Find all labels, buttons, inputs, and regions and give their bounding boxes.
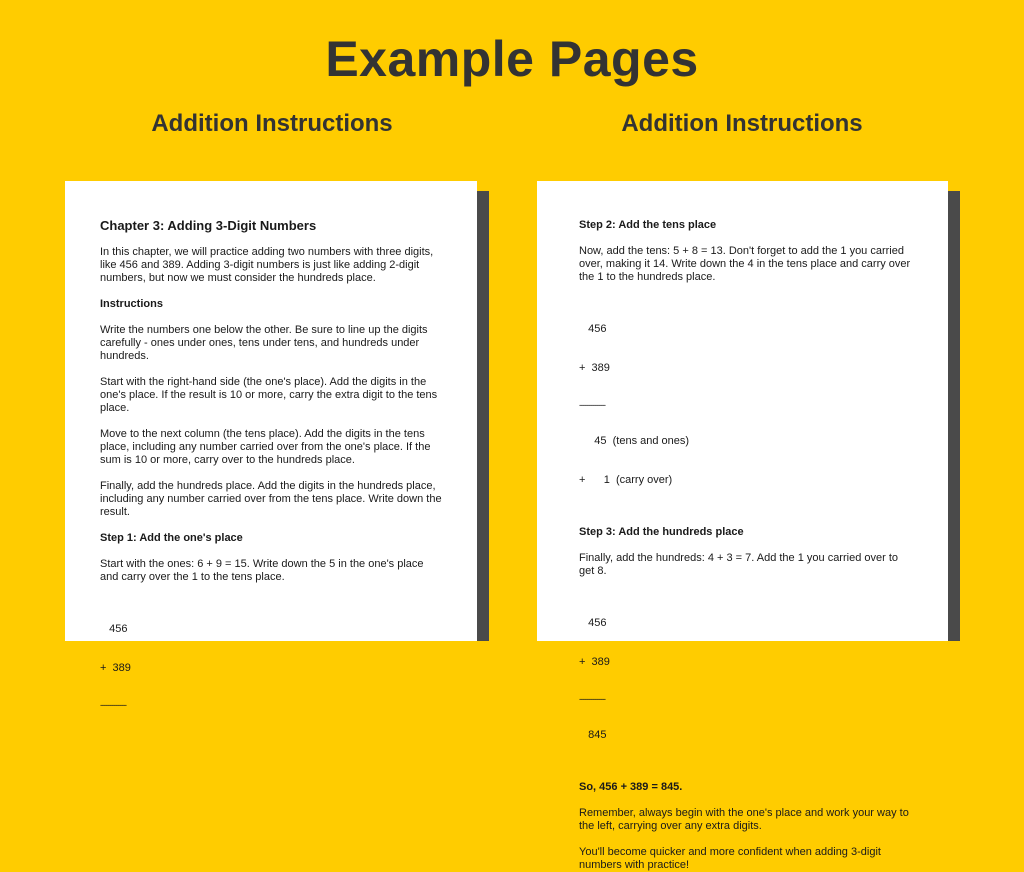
right-column-heading: Addition Instructions [621,110,863,137]
step3-heading: Step 3: Add the hundreds place [579,526,744,538]
step2-text: Now, add the tens: 5 + 8 = 13. Don't forget to add the 1 you carried over, making it 14. Write down the 4 in the tens place and carry over the 1 to the hundreds place. [579,245,911,283]
closing-paragraph: Remember, always begin with the one's place and work your way to the left, carrying over any extra digits. [579,807,909,832]
instruction-paragraph: Move to the next column (the tens place). Add the digits in the tens place, including any number carried over from the one's place. If the sum is 10 or more, carry over to the hundreds place. [100,428,431,466]
math-line: 456 [579,323,607,335]
left-page-shadow [477,191,489,641]
math-line: + 389 [579,656,610,668]
step1-text: Start with the ones: 6 + 9 = 15. Write down the 5 in the one's place and carry over the 1 to the tens place. [100,558,424,583]
instruction-paragraph: Start with the right-hand side (the one's place). Add the digits in the one's place. If the result is 10 or more, carry the extra digit to the tens place. [100,376,438,414]
math-line: 456 [100,623,128,635]
instruction-paragraph: Finally, add the hundreds place. Add the digits in the hundreds place, including any number carried over from the tens place. Write down the result. [100,480,442,518]
step3-text: Finally, add the hundreds: 4 + 3 = 7. Add the 1 you carried over to get 8. [579,552,898,577]
math-line: + 1 (carry over) [579,474,673,486]
math-line: + 389 [100,662,131,674]
instruction-paragraph: Write the numbers one below the other. Be sure to line up the digits carefully - ones under ones, tens under tens, and hundreds under hundreds. [100,324,428,362]
math-line: + 389 [579,362,610,374]
intro-paragraph: In this chapter, we will practice adding two numbers with three digits, like 456 and 389. Adding 3-digit numbers is just like adding 2-digit numbers, but now we must consider the hundreds place. [100,246,434,284]
math-line: 456 [579,617,607,629]
step1-heading: Step 1: Add the one's place [100,532,243,544]
math-line: 45 (tens and ones) [579,435,690,447]
right-page-shadow [948,191,960,641]
left-example-page [65,181,477,710]
step2-math [579,297,914,513]
math-rule: ------------- [579,694,605,704]
math-result: 845 [579,729,607,741]
left-column-heading: Addition Instructions [151,110,393,137]
math-rule: ------------- [100,700,126,710]
step2-heading: Step 2: Add the tens place [579,219,717,231]
math-rule: ------------- [579,400,605,410]
page-title: Example Pages [325,31,699,87]
chapter-title: Chapter 3: Adding 3-Digit Numbers [100,218,317,233]
instructions-heading: Instructions [100,298,163,310]
step1-math [100,597,443,735]
closing-paragraph: You'll become quicker and more confident when adding 3-digit numbers with practice! [579,846,881,871]
right-example-page [537,181,948,871]
summary-line: So, 456 + 389 = 845. [579,781,683,793]
step3-math [579,591,914,768]
